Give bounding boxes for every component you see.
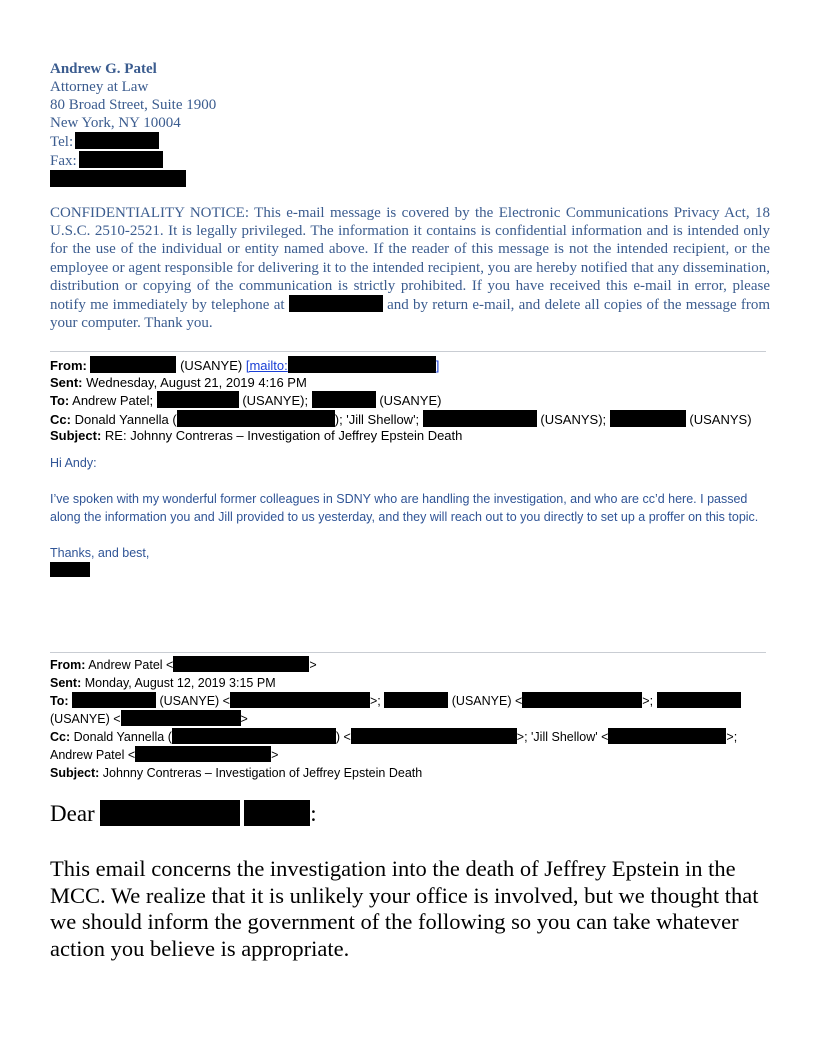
to-label: To:: [50, 393, 70, 408]
sent-label: Sent:: [50, 676, 82, 690]
subject-text: Johnny Contreras – Investigation of Jeffrey Epstein Death: [102, 766, 423, 780]
body-paragraph: I’ve spoken with my wonderful former colleagues in SDNY who are handling the investigation, and who are cc’d here. I passed along the information you and Jill provided to us yesterday, and they will reach out to you directly to set up a proffer on this topic.: [50, 492, 759, 524]
to-recipient: >;: [370, 694, 381, 708]
address-line-1: 80 Broad Street, Suite 1900: [50, 97, 217, 113]
tel-label: Tel:: [50, 134, 74, 150]
to-recipient: (USANYE) <: [159, 694, 230, 708]
email-body-2: This email concerns the investigation into the death of Jeffrey Epstein in the MCC. We realize that it is unlikely your office is involved, but we thought that we should inform the government of the following so you can take whatever action you believe is appropriate.: [50, 856, 759, 961]
closing: Thanks, and best,: [50, 546, 150, 560]
email-header-1: [50, 356, 770, 445]
redaction: [172, 728, 336, 744]
cc-recipient: (USANYS): [689, 411, 752, 427]
to-line-cont: [50, 710, 770, 728]
email-body-1: [50, 454, 770, 580]
from-sender: Andrew Patel <: [88, 658, 174, 672]
redaction: [135, 746, 271, 762]
redaction: [522, 692, 642, 708]
redaction: [79, 151, 163, 168]
mailto-end: ]: [435, 358, 440, 373]
redaction: [75, 132, 159, 149]
from-label: From:: [50, 658, 86, 672]
sender-title: Attorney at Law: [50, 79, 149, 95]
greeting: Hi Andy:: [50, 456, 97, 470]
salutation-word: Dear: [50, 801, 95, 826]
to-recipient: >: [240, 712, 248, 726]
redaction: [230, 692, 370, 708]
to-recipient: (USANYE) <: [50, 712, 121, 726]
salutation: [50, 800, 317, 828]
sent-line: [50, 674, 770, 692]
from-line: [50, 356, 770, 375]
from-label: From:: [50, 358, 87, 373]
divider: [50, 351, 766, 352]
cc-recipient: Donald Yannella (: [74, 411, 177, 427]
redaction: [384, 692, 448, 708]
from-end: >: [309, 658, 317, 672]
address-line-2: New York, NY 10004: [50, 115, 181, 131]
to-recipient: (USANYE);: [242, 393, 309, 408]
redaction: [657, 692, 741, 708]
notice-text-1: CONFIDENTIALITY NOTICE: This e-mail message is covered by the Electronic Communications Privacy Act, 18 U.S.C. 2510-2521. It is legally privileged. The information it contains is confidential information and is intended only for the use of the individual or entity named above. If the reader of this message is not the intended recipient, or the employee or agent responsible for delivering it to the intended recipient, you are hereby notified that any dissemination, distribution or copying of the communication is strictly prohibited. If you have received this e-mail in error, please notify me immediately by telephone at: [50, 205, 770, 314]
redaction: [72, 692, 156, 708]
subject-line: [50, 428, 770, 445]
subject-text: RE: Johnny Contreras – Investigation of Jeffrey Epstein Death: [104, 428, 463, 443]
email-line: [50, 170, 770, 189]
redaction: [177, 410, 335, 427]
to-recipient: (USANYE) <: [451, 694, 523, 708]
redaction: [289, 295, 383, 312]
notice-text-2: and by return e-mail, and delete all copies of the message from your computer. Thank you.: [50, 297, 771, 332]
to-line: [50, 391, 770, 410]
mailto-link[interactable]: [246, 358, 440, 373]
to-recipient: Andrew Patel;: [72, 393, 154, 408]
subject-label: Subject:: [50, 766, 100, 780]
redaction: [50, 170, 186, 187]
cc-recipient: Donald Yannella (: [73, 730, 172, 744]
salutation-colon: :: [310, 801, 317, 826]
to-recipient: (USANYE): [379, 393, 442, 408]
mailto-text: [mailto:: [245, 358, 288, 373]
redaction: [90, 356, 176, 373]
redaction: [100, 800, 240, 826]
redaction: [121, 710, 241, 726]
redaction: [312, 391, 376, 408]
cc-recipient: >;: [726, 730, 738, 744]
to-recipient: >;: [642, 694, 654, 708]
redaction: [157, 391, 239, 408]
sent-date: Wednesday, August 21, 2019 4:16 PM: [86, 374, 307, 390]
redaction: [351, 728, 517, 744]
cc-recipient: Andrew Patel <: [50, 748, 136, 762]
redaction: [173, 656, 309, 672]
subject-line: [50, 764, 770, 782]
sent-line: [50, 375, 770, 392]
redaction: [50, 562, 90, 577]
signature-redaction: [50, 562, 770, 580]
tel-line: [50, 132, 770, 151]
from-org: (USANYE): [180, 358, 243, 373]
cc-label: Cc:: [50, 411, 71, 427]
subject-label: Subject:: [50, 428, 102, 443]
cc-line: [50, 410, 770, 429]
cc-recipient: >: [271, 748, 279, 762]
cc-label: Cc:: [50, 730, 71, 744]
cc-recipient: >; 'Jill Shellow' <: [516, 730, 609, 744]
cc-line: [50, 728, 770, 746]
redaction: [423, 410, 537, 427]
cc-recipient: ) <: [335, 730, 351, 744]
email-header-2: [50, 656, 770, 782]
redaction: [244, 800, 310, 826]
fax-label: Fax:: [50, 153, 77, 169]
redaction: [288, 356, 436, 373]
sender-name: Andrew G. Patel: [50, 61, 157, 77]
cc-line-cont: [50, 746, 770, 764]
from-line: [50, 656, 770, 674]
redaction: [610, 410, 686, 427]
to-line: [50, 692, 770, 710]
redaction: [608, 728, 726, 744]
to-label: To:: [50, 694, 69, 708]
confidentiality-notice: [50, 204, 770, 332]
sent-date: Monday, August 12, 2019 3:15 PM: [84, 676, 276, 690]
divider: [50, 652, 766, 653]
cc-recipient: ); 'Jill Shellow';: [334, 411, 420, 427]
signature-block: [50, 60, 770, 189]
cc-recipient: (USANYS);: [540, 411, 607, 427]
fax-line: [50, 151, 770, 170]
sent-label: Sent:: [50, 374, 83, 390]
